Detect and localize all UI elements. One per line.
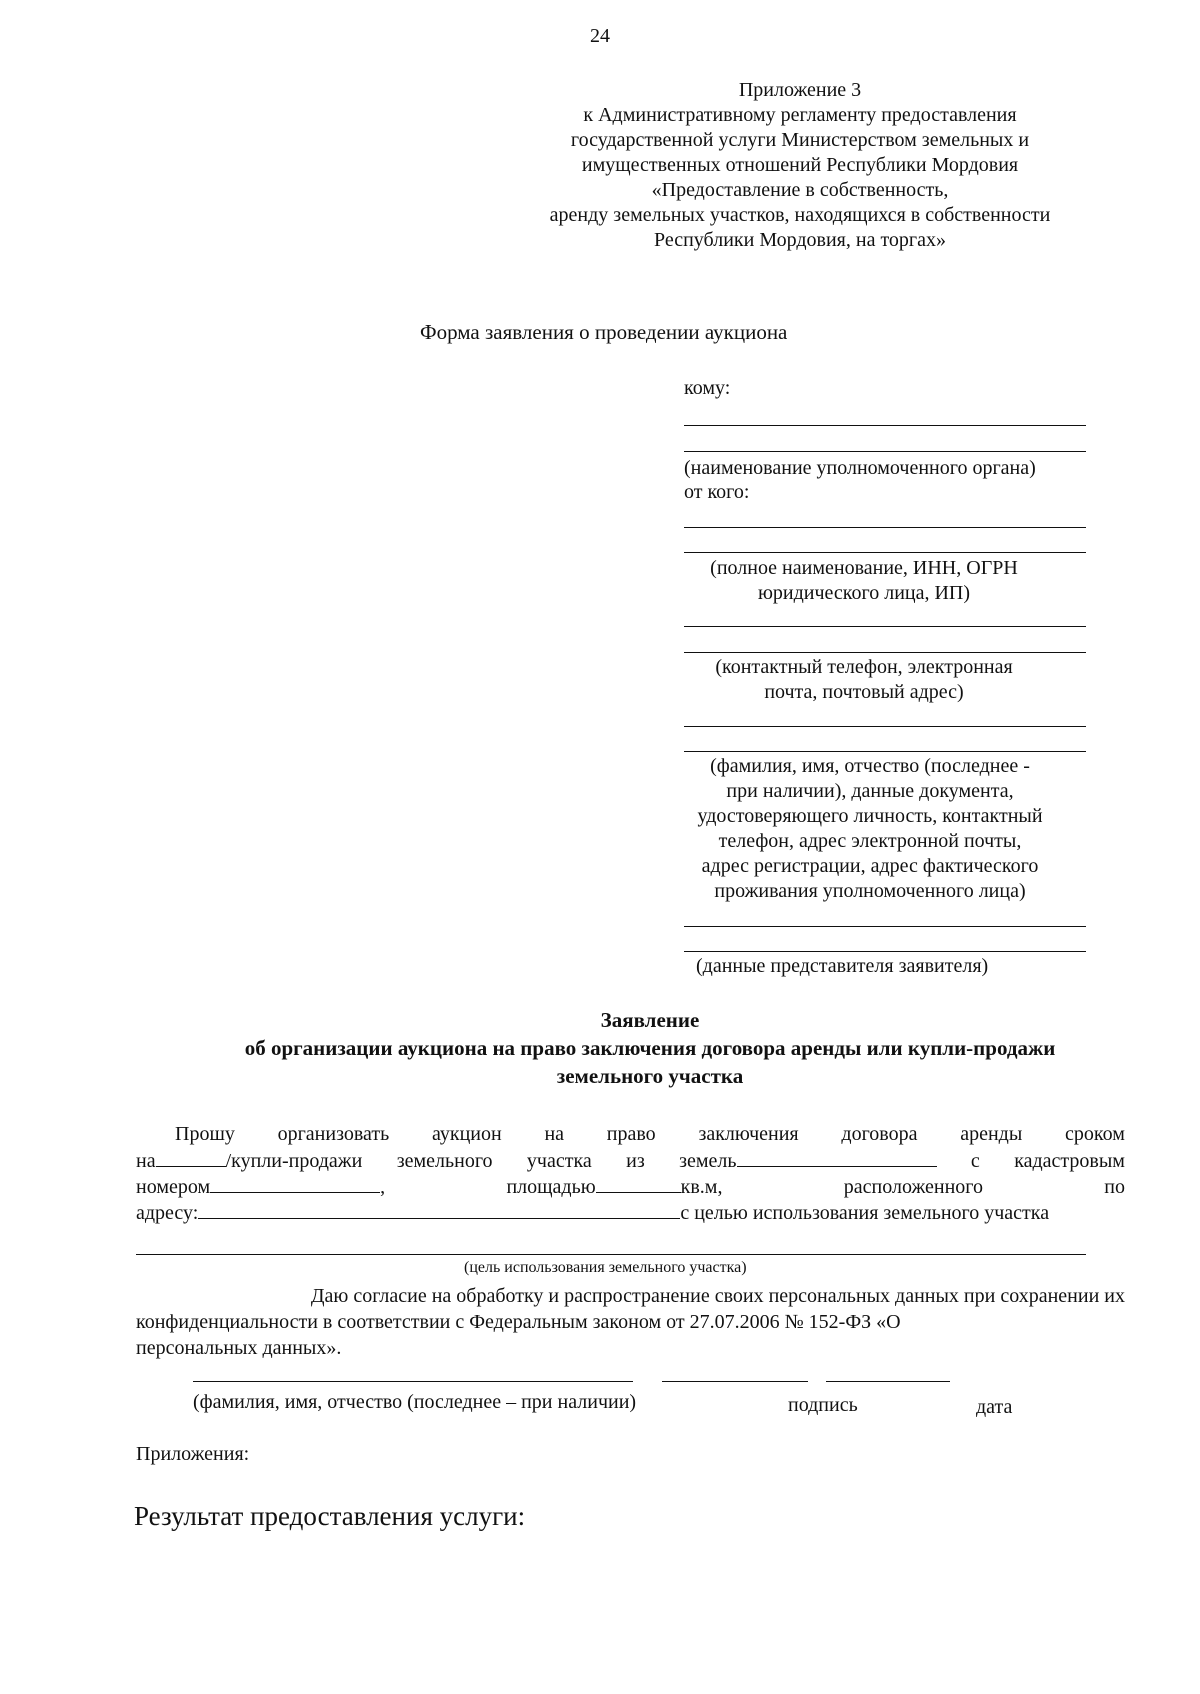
body-word: заключения xyxy=(698,1123,799,1145)
statement-title-line: земельного участка xyxy=(556,1064,744,1088)
cadastral-number-field[interactable] xyxy=(210,1174,380,1193)
to-line-1[interactable] xyxy=(684,425,1086,426)
attachments-label: Приложения: xyxy=(136,1443,250,1465)
contact-line-2[interactable] xyxy=(684,652,1086,653)
body-word: с целью использования земельного участка xyxy=(680,1202,1050,1224)
person-line-2[interactable] xyxy=(684,751,1086,752)
name-signature-line[interactable] xyxy=(193,1381,633,1382)
body-word: по xyxy=(1104,1176,1125,1198)
to-caption: (наименование уполномоченного органа) xyxy=(684,457,1036,479)
person-caption-line: телефон, адрес электронной почты, xyxy=(718,830,1022,852)
person-caption-line: удостоверяющего личность, контактный xyxy=(697,805,1043,827)
person-caption-line: при наличии), данные документа, xyxy=(726,780,1014,802)
rep-line-1[interactable] xyxy=(684,926,1086,927)
rep-caption: (данные представителя заявителя) xyxy=(696,955,989,977)
person-caption-line: проживания уполномоченного лица) xyxy=(714,880,1026,902)
result-label: Результат предоставления услуги: xyxy=(134,1501,526,1531)
body-word: право xyxy=(606,1123,656,1145)
consent-line: конфиденциальности в соответствии с Федеральным законом от 27.07.2006 № 152-ФЗ «О xyxy=(136,1311,901,1333)
from-caption-line: (полное наименование, ИНН, ОГРН xyxy=(710,557,1018,579)
body-word: /купли-продажи xyxy=(225,1150,363,1172)
land-category-field[interactable] xyxy=(737,1148,937,1167)
consent-line: Даю согласие на обработку и распространение своих персональных данных при сохранении их xyxy=(310,1285,1125,1307)
body-word: кадастровым xyxy=(1014,1150,1125,1172)
appendix-line: имущественных отношений Республики Мордовия xyxy=(581,154,1019,176)
body-word: земель xyxy=(679,1150,737,1172)
statement-title-line: Заявление xyxy=(600,1008,700,1032)
body-word: аренды xyxy=(960,1123,1023,1145)
body-word: сроком xyxy=(1065,1123,1125,1145)
body-line-2 xyxy=(136,1148,1125,1173)
body-line-1 xyxy=(175,1122,1125,1146)
appendix-line: Приложение 3 xyxy=(738,79,862,101)
to-line-2[interactable] xyxy=(684,451,1086,452)
name-caption: (фамилия, имя, отчество (последнее – при наличии) xyxy=(193,1391,637,1413)
body-word: организовать xyxy=(277,1123,390,1145)
appendix-line: «Предоставление в собственность, xyxy=(651,179,949,201)
body-word: на xyxy=(136,1150,156,1172)
body-word: номером xyxy=(136,1176,211,1198)
rep-line-2[interactable] xyxy=(684,951,1086,952)
date-caption: дата xyxy=(976,1396,1013,1418)
body-word: участка xyxy=(526,1150,592,1172)
appendix-line: государственной услуги Министерством земельных и xyxy=(570,129,1030,151)
consent-line: персональных данных». xyxy=(136,1337,342,1359)
person-line-1[interactable] xyxy=(684,726,1086,727)
person-caption-line: (фамилия, имя, отчество (последнее - xyxy=(710,755,1030,777)
body-word: с xyxy=(970,1150,980,1172)
body-word: на xyxy=(544,1123,565,1145)
body-word: расположенного xyxy=(843,1176,983,1198)
appendix-line: Республики Мордовия, на торгах» xyxy=(653,229,946,251)
date-line[interactable] xyxy=(826,1381,950,1382)
to-label: кому: xyxy=(684,377,731,399)
body-word: договора xyxy=(841,1123,918,1145)
from-caption xyxy=(684,556,1044,606)
body-word: площадью xyxy=(506,1176,596,1198)
body-word: земельного xyxy=(396,1150,493,1172)
statement-title-line: об организации аукциона на право заключения договора аренды или купли-продажи xyxy=(244,1036,1056,1060)
statement-title xyxy=(100,1006,1200,1090)
from-caption-line: юридического лица, ИП) xyxy=(757,582,971,604)
appendix-line: к Административному регламенту предоставления xyxy=(583,104,1017,126)
person-caption xyxy=(670,754,1070,904)
contact-caption-line: почта, почтовый адрес) xyxy=(764,681,964,703)
appendix-header xyxy=(520,78,1080,253)
body-line-4 xyxy=(136,1200,1125,1225)
form-title: Форма заявления о проведении аукциона xyxy=(420,320,788,344)
body-word: аукцион xyxy=(432,1123,502,1145)
from-label: от кого: xyxy=(684,481,750,503)
appendix-line: аренду земельных участков, находящихся в собственности xyxy=(549,204,1051,226)
signature-line[interactable] xyxy=(662,1381,808,1382)
contact-caption xyxy=(684,655,1044,705)
page-number: 24 xyxy=(590,25,610,47)
from-line-1[interactable] xyxy=(684,527,1086,528)
body-line-3 xyxy=(136,1174,1125,1199)
body-word: из xyxy=(626,1150,645,1172)
address-field[interactable] xyxy=(198,1200,680,1219)
person-caption-line: адрес регистрации, адрес фактического xyxy=(701,855,1039,877)
purpose-caption: (цель использования земельного участка) xyxy=(464,1259,747,1276)
body-word: Прошу xyxy=(175,1123,235,1145)
purpose-line[interactable] xyxy=(136,1254,1086,1255)
contact-line-1[interactable] xyxy=(684,626,1086,627)
body-word: , xyxy=(380,1176,386,1198)
area-field[interactable] xyxy=(596,1174,681,1193)
contact-caption-line: (контактный телефон, электронная xyxy=(715,656,1013,678)
lease-term-field[interactable] xyxy=(156,1148,226,1167)
body-word: кв.м, xyxy=(680,1176,723,1198)
body-word: адресу: xyxy=(136,1202,199,1224)
from-line-2[interactable] xyxy=(684,552,1086,553)
signature-caption: подпись xyxy=(788,1394,858,1416)
